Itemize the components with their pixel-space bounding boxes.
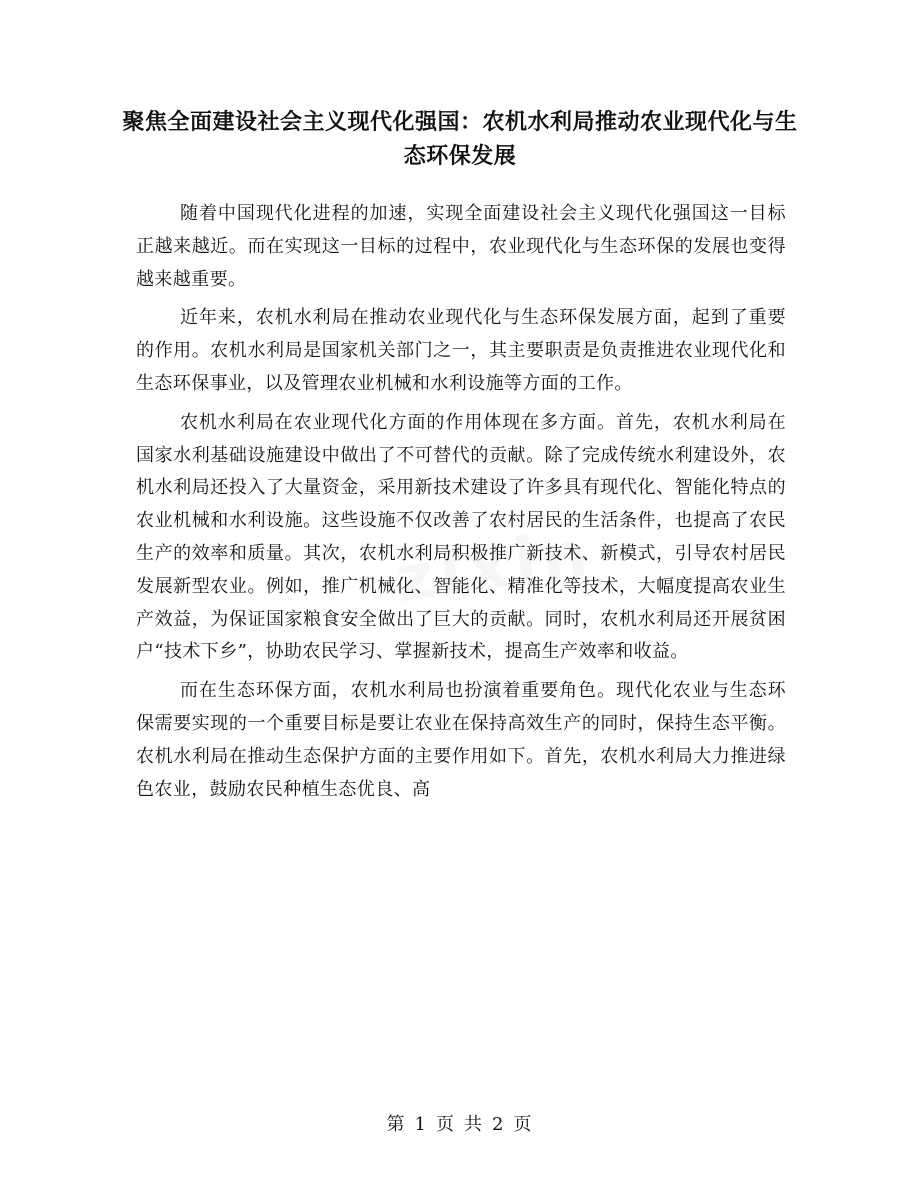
paragraph: 农机水利局在农业现代化方面的作用体现在多方面。首先，农机水利局在国家水利基础设施建设中做出了不可替代的贡献。除了完成传统水利建设外，农机水利局还投入了大量资金，采用新技术建设了许多具有现代化、智能化特点的农业机械和水利设施。这些设施不仅改善了农村居民的生活条件，也提高了农民生产的效率和质量。其次，农机水利局积极推广新技术、新模式，引导农村居民发展新型农业。例如，推广机械化、智能化、精准化等技术，大幅度提高农业生产效益，为保证国家粮食安全做出了巨大的贡献。同时，农机水利局还开展贫困户“技术下乡”，协助农民学习、掌握新技术，提高生产效率和收益。 (136, 411, 786, 663)
footer-label-total: 共 (464, 1114, 484, 1135)
paragraph: 随着中国现代化进程的加速，实现全面建设社会主义现代化强国这一目标正越来越近。而在实现这一目标的过程中，农业现代化与生态环保的发展也变得越来越重要。 (136, 203, 786, 290)
footer-total-pages: 2 (492, 1114, 506, 1135)
document-title: 聚焦全面建设社会主义现代化强国：农机水利局推动农业现代化与生态环保发展 (122, 110, 798, 169)
page-footer (0, 1110, 920, 1136)
paragraph: 而在生态环保方面，农机水利局也扮演着重要角色。现代化农业与生态环保需要实现的一个重要目标是要让农业在保持高效生产的同时，保持生态平衡。农机水利局在推动生态保护方面的主要作用如下。首先，农机水利局大力推进绿色农业，鼓励农民种植生态优良、高 (136, 680, 786, 800)
footer-label-unit: 页 (436, 1114, 456, 1135)
footer-label-unit2: 页 (513, 1114, 534, 1135)
document-body (136, 198, 786, 812)
footer-current-page: 1 (414, 1114, 428, 1135)
paragraph: 近年来，农机水利局在推动农业现代化与生态环保发展方面，起到了重要的作用。农机水利局是国家机关部门之一，其主要职责是负责推进农业现代化和生态环保事业，以及管理农业机械和水利设施等方面的工作。 (136, 307, 786, 394)
footer-label-page: 第 (386, 1114, 407, 1135)
